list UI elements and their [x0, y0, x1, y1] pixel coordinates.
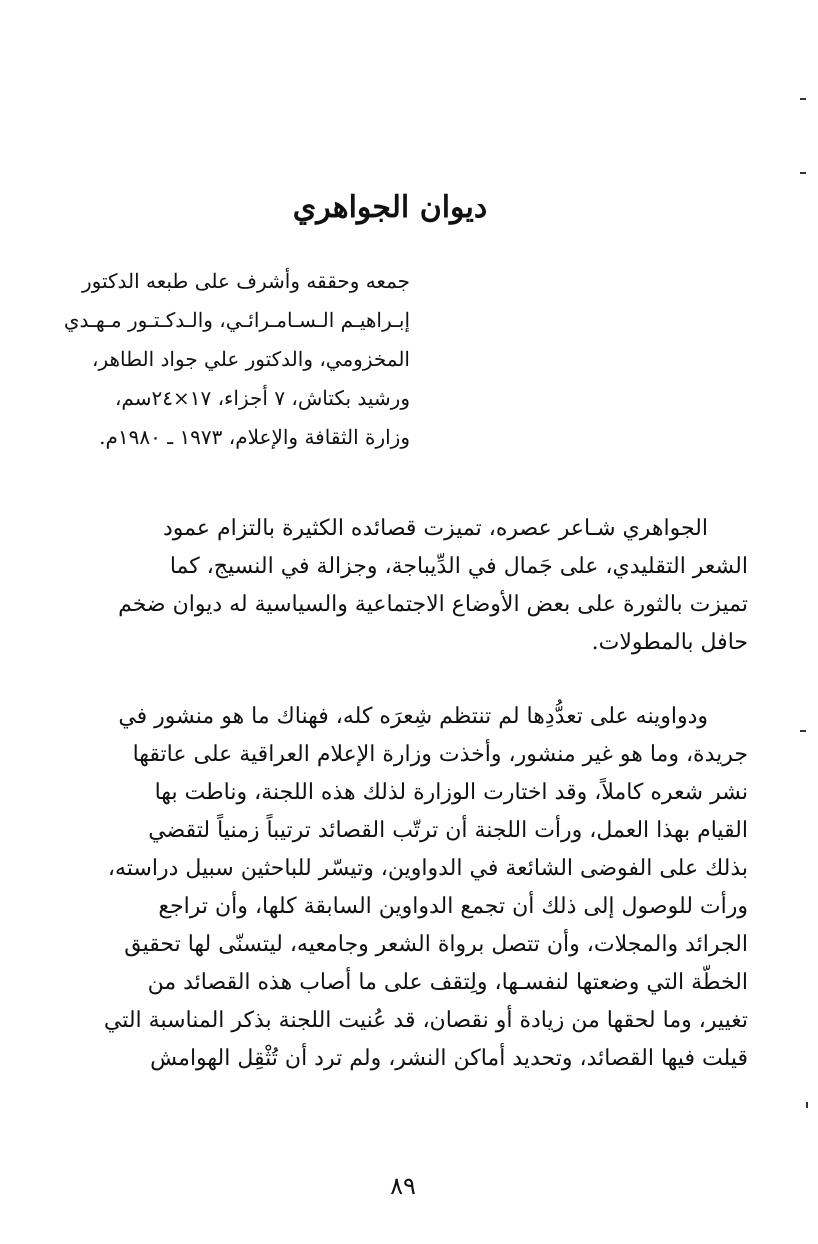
paragraph-line: القيام بهذا العمل، ورأت اللجنة أن ترتّب القصائد ترتيباً زمنياً لتقضي [148, 818, 748, 843]
paragraph-intro [60, 510, 748, 662]
paragraph-line: الجرائد والمجلات، وأن تتصل برواة الشعر وجامعيه، ليتسنّى لها تحقيق [124, 932, 748, 957]
paragraph-line: الجواهري شـاعر عصره، تميزت قصائده الكثيرة بالتزام عمود [162, 516, 708, 541]
paragraph-line: قيلت فيها القصائد، وتحديد أماكن النشر، ولم ترد أن تُثْقِل الهوامش [150, 1046, 748, 1071]
citation-line: إبـراهيـم الـسـامـرائـي، والـدكـتـور مـهـدي [63, 308, 410, 332]
citation-line: وزارة الثقافة والإعلام، ١٩٧٣ ـ ١٩٨٠م. [99, 425, 410, 449]
citation-line: جمعه وحققه وأشرف على طبعه الدكتور [81, 269, 410, 293]
citation-line: المخزومي، والدكتور علي جواد الطاهر، [91, 347, 410, 371]
scan-mark [806, 1102, 808, 1108]
paragraph-line: ودواوينه على تعدُّدِها لم تنتظم شِعرَه كله، فهناك ما هو منشور في [118, 704, 708, 729]
paragraph-line: تغيير، وما لحقها من زيادة أو نقصان، قد عُنيت اللجنة بذكر المناسبة التي [103, 1008, 748, 1033]
scan-mark [800, 98, 806, 100]
scan-mark [800, 172, 806, 174]
citation-line: ورشيد بكتاش، ٧ أجزاء، ١٧×٢٤سم، [114, 386, 410, 410]
paragraph-line: الشعر التقليدي، على جَمال في الدِّيباجة، وجزالة في النسيج، كما [169, 554, 748, 579]
paragraph-details [60, 698, 748, 1078]
paragraph-line: حافل بالمطولات. [591, 630, 748, 655]
paragraph-line: الخطّة التي وضعتها لنفسـها، ولِتقف على ما أصاب هذه القصائد من [147, 970, 748, 995]
paragraph-line: تميزت بالثورة على بعض الأوضاع الاجتماعية والسياسية له ديوان ضخم [118, 592, 748, 617]
paragraph-line: جريدة، وما هو غير منشور، وأخذت وزارة الإعلام العراقية على عاتقها [132, 742, 748, 767]
page-number: ٨٩ [390, 1172, 416, 1200]
page-title: ديوان الجواهري [292, 190, 488, 225]
paragraph-line: بذلك على الفوضى الشائعة في الدواوين، وتيسّر للباحثين سبيل دراسته، [107, 856, 748, 881]
scan-mark [800, 730, 806, 732]
bibliographic-citation [40, 262, 410, 457]
paragraph-line: ورأت للوصول إلى ذلك أن تجمع الدواوين السابقة كلها، وأن تراجع [158, 894, 748, 919]
paragraph-line: نشر شعره كاملاً، وقد اختارت الوزارة لذلك هذه اللجنة، وناطت بها [154, 780, 748, 805]
